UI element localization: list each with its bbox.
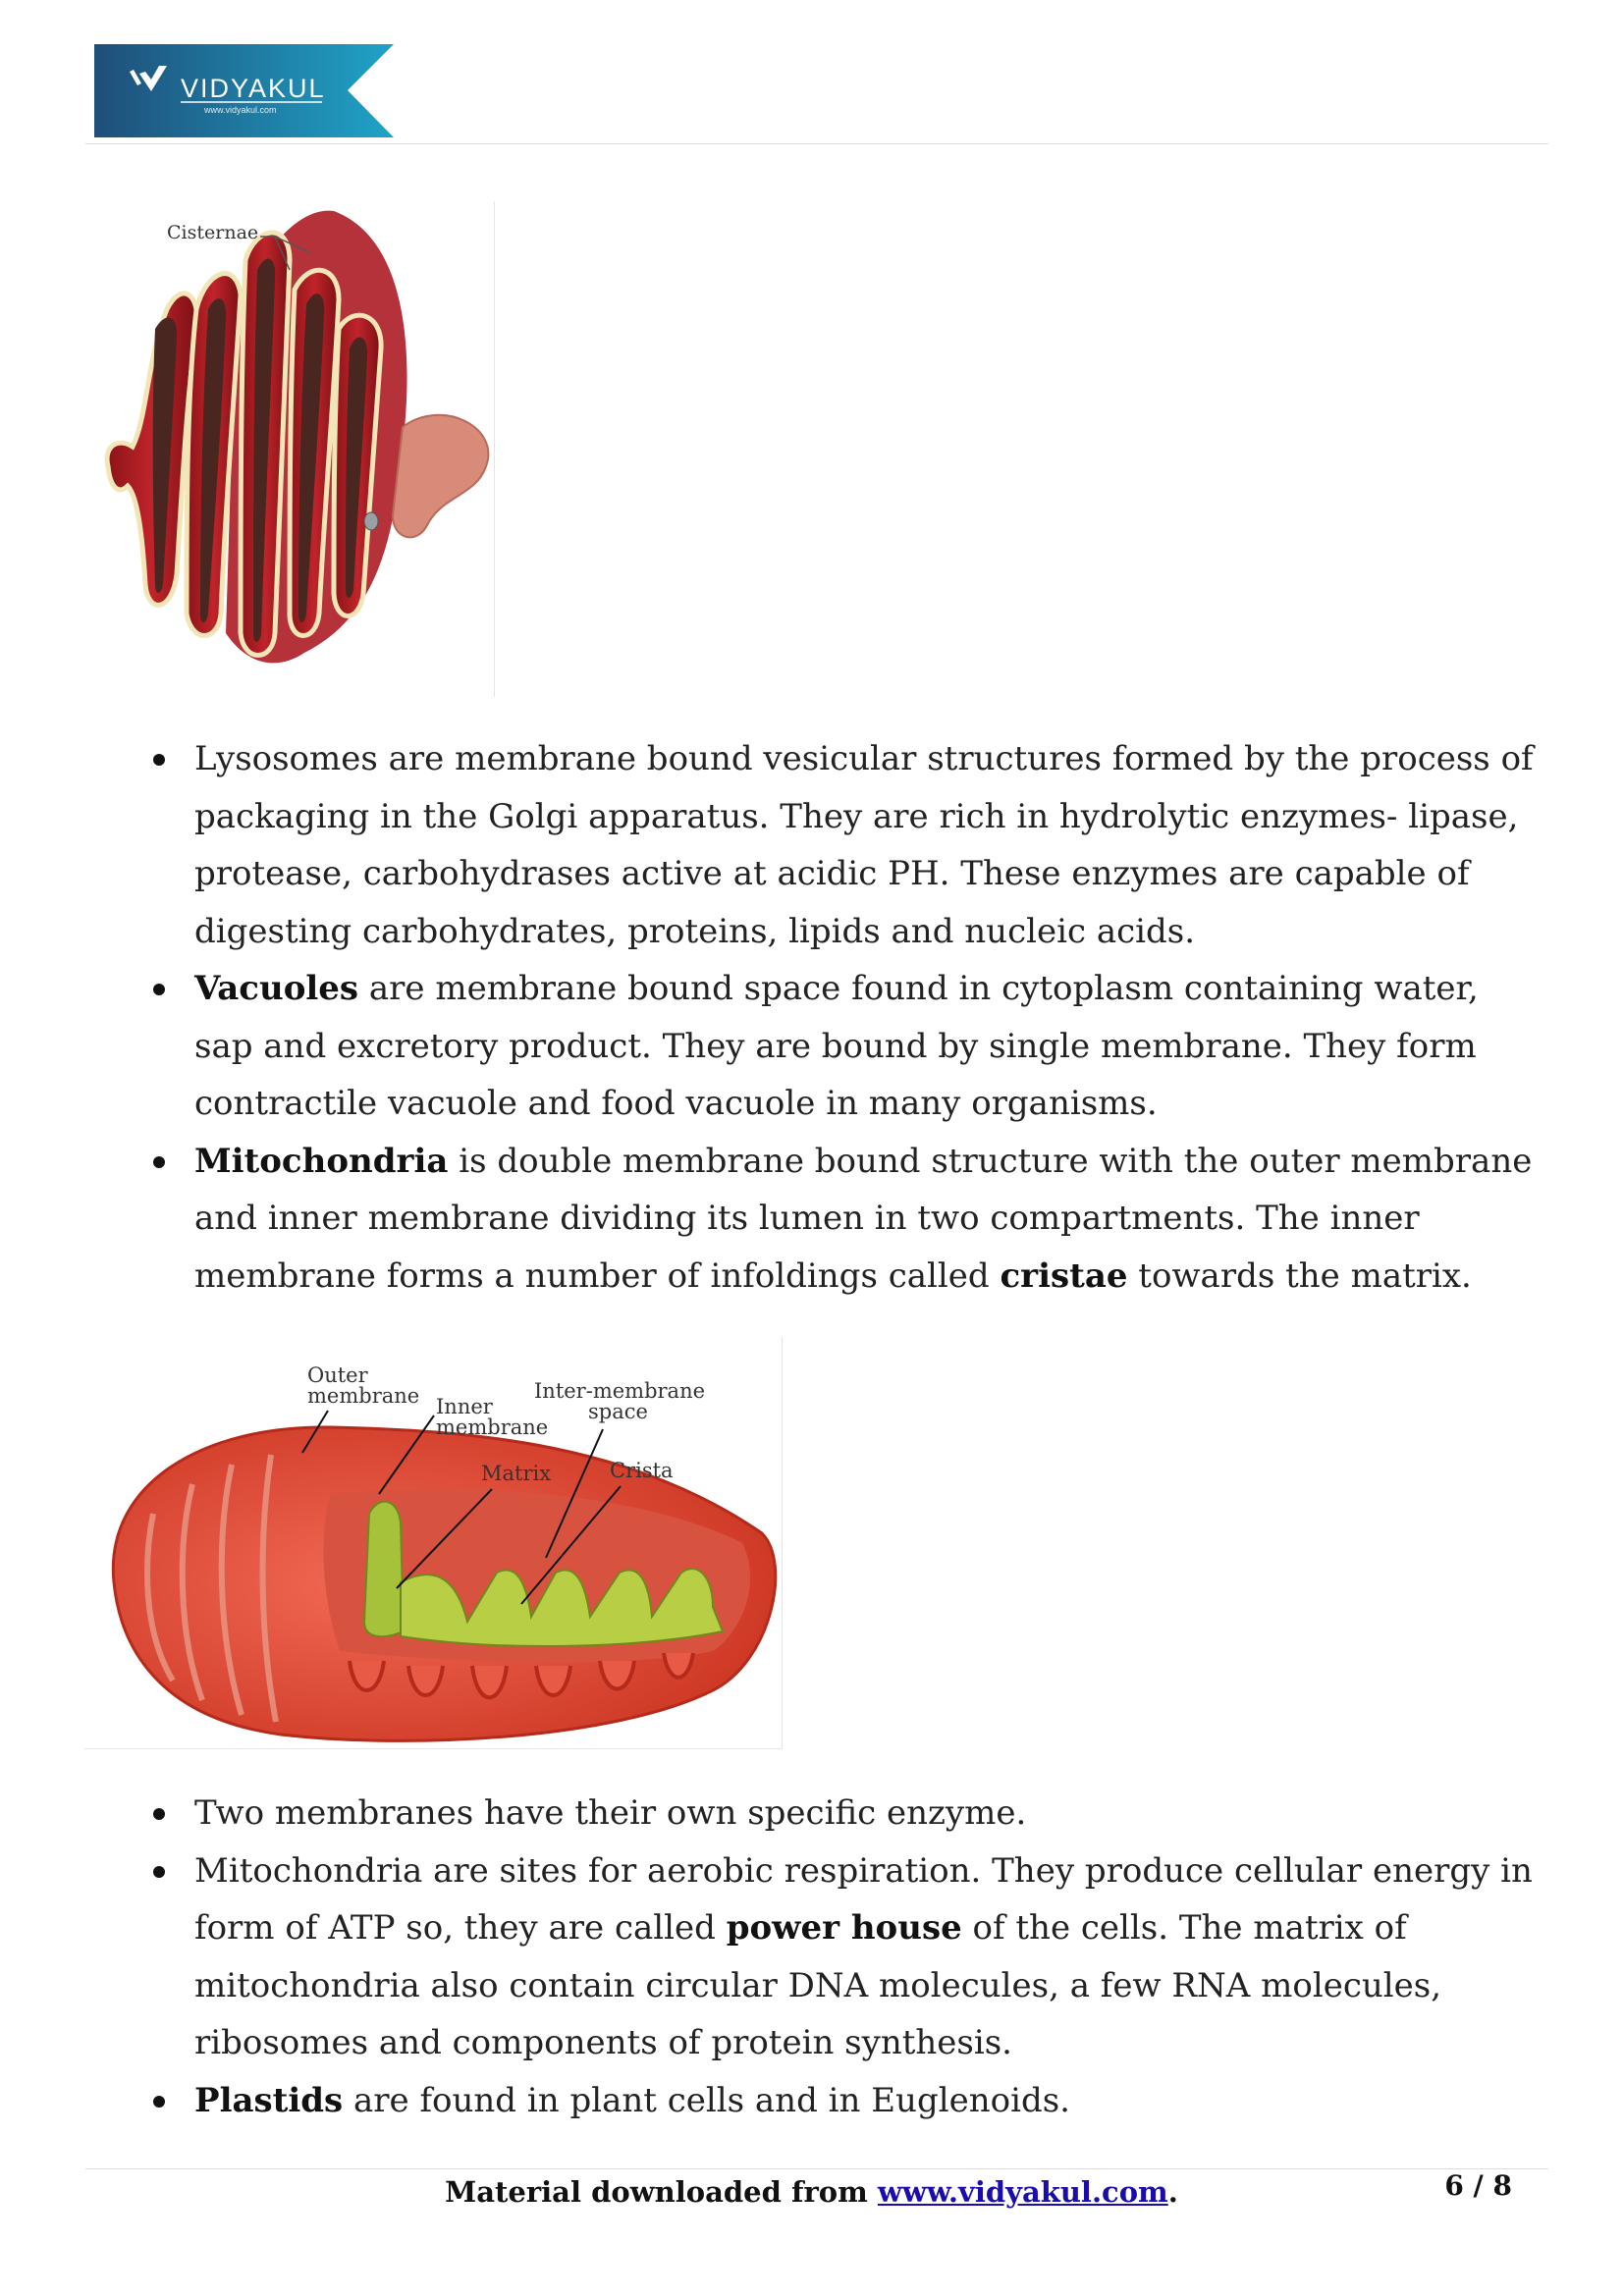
list-item-respiration [194,1842,1540,2072]
mitochondrion-figure [84,1337,783,1749]
list-item-lysosomes [194,730,1540,960]
organelle-list [194,730,1540,1305]
label-matrix: Matrix [481,1462,552,1485]
footer-suffix: . [1167,2175,1178,2209]
label-cisternae: Cisternae [167,222,259,243]
list-item-enzymes [194,1785,1540,1842]
logo-wordmark: VIDYAKUL [181,74,326,103]
enzymes-text: Two membranes have their own specific enzyme. [194,1793,1027,1833]
label-inner-1: Inner [436,1395,493,1418]
plastids-text: are found in plant cells and in Euglenoids. [343,2080,1070,2120]
footer-prefix: Material downloaded from [445,2175,878,2209]
label-crista: Crista [610,1459,674,1482]
respiration-text-b: of the cells. The matrix of mitochondria also contain circular DNA molecules, a few RNA molecules, ribosomes and components of protein synthesis. [194,1908,1442,2062]
respiration-text-a: Mitochondria are sites for aerobic respiration. They produce cellular energy in form of ATP so, they are called [194,1850,1533,1948]
label-inner-2: membrane [436,1415,549,1439]
list-item-plastids [194,2072,1540,2130]
footer-link[interactable]: www.vidyakul.com [877,2175,1168,2209]
term-plastids: Plastids [194,2080,344,2120]
mitochondrion-illustration [84,1337,783,1749]
footer-divider [85,2168,1548,2169]
list-item-vacuoles [194,960,1540,1133]
vacuoles-text: are membrane bound space found in cytoplasm containing water, sap and excretory product. They are bound by single membrane. They form contractile vacuole and food vacuole in many organisms. [194,969,1479,1123]
lysosomes-text: Lysosomes are membrane bound vesicular structures formed by the process of packaging in the Golgi apparatus. They are rich in hydrolytic enzymes- lipase, protease, carbohydrases active at acidic PH. These enzymes are capable of digesting carbohydrates, proteins, lipids and nucleic acids. [194,739,1534,951]
label-inter-1: Inter-membrane [534,1379,706,1403]
footer-credit [0,2175,1623,2209]
golgi-illustration [88,201,495,697]
logo-banner-graphic [94,44,394,137]
mitochondria-text-b: towards the matrix. [1127,1255,1472,1296]
mitochondria-text-a: is double membrane bound structure with the outer membrane and inner membrane dividing its lumen in two compartments. The inner membrane forms a number of infoldings called [194,1141,1533,1296]
golgi-apparatus-figure [88,201,495,697]
term-mitochondria: Mitochondria [194,1141,449,1181]
label-outer-1: Outer [307,1363,368,1387]
term-vacuoles: Vacuoles [194,969,359,1008]
logo-url: www.vidyakul.com [204,105,277,115]
mitochondria-facts-list [194,1785,1540,2129]
label-inter-2: space [588,1400,648,1423]
term-cristae: cristae [1000,1255,1128,1296]
term-power-house: power house [726,1908,962,1948]
label-outer-2: membrane [307,1384,420,1408]
vidyakul-logo[interactable] [94,44,394,137]
header-divider [85,143,1548,144]
page-number: 6 / 8 [1444,2169,1512,2202]
list-item-mitochondria [194,1133,1540,1306]
